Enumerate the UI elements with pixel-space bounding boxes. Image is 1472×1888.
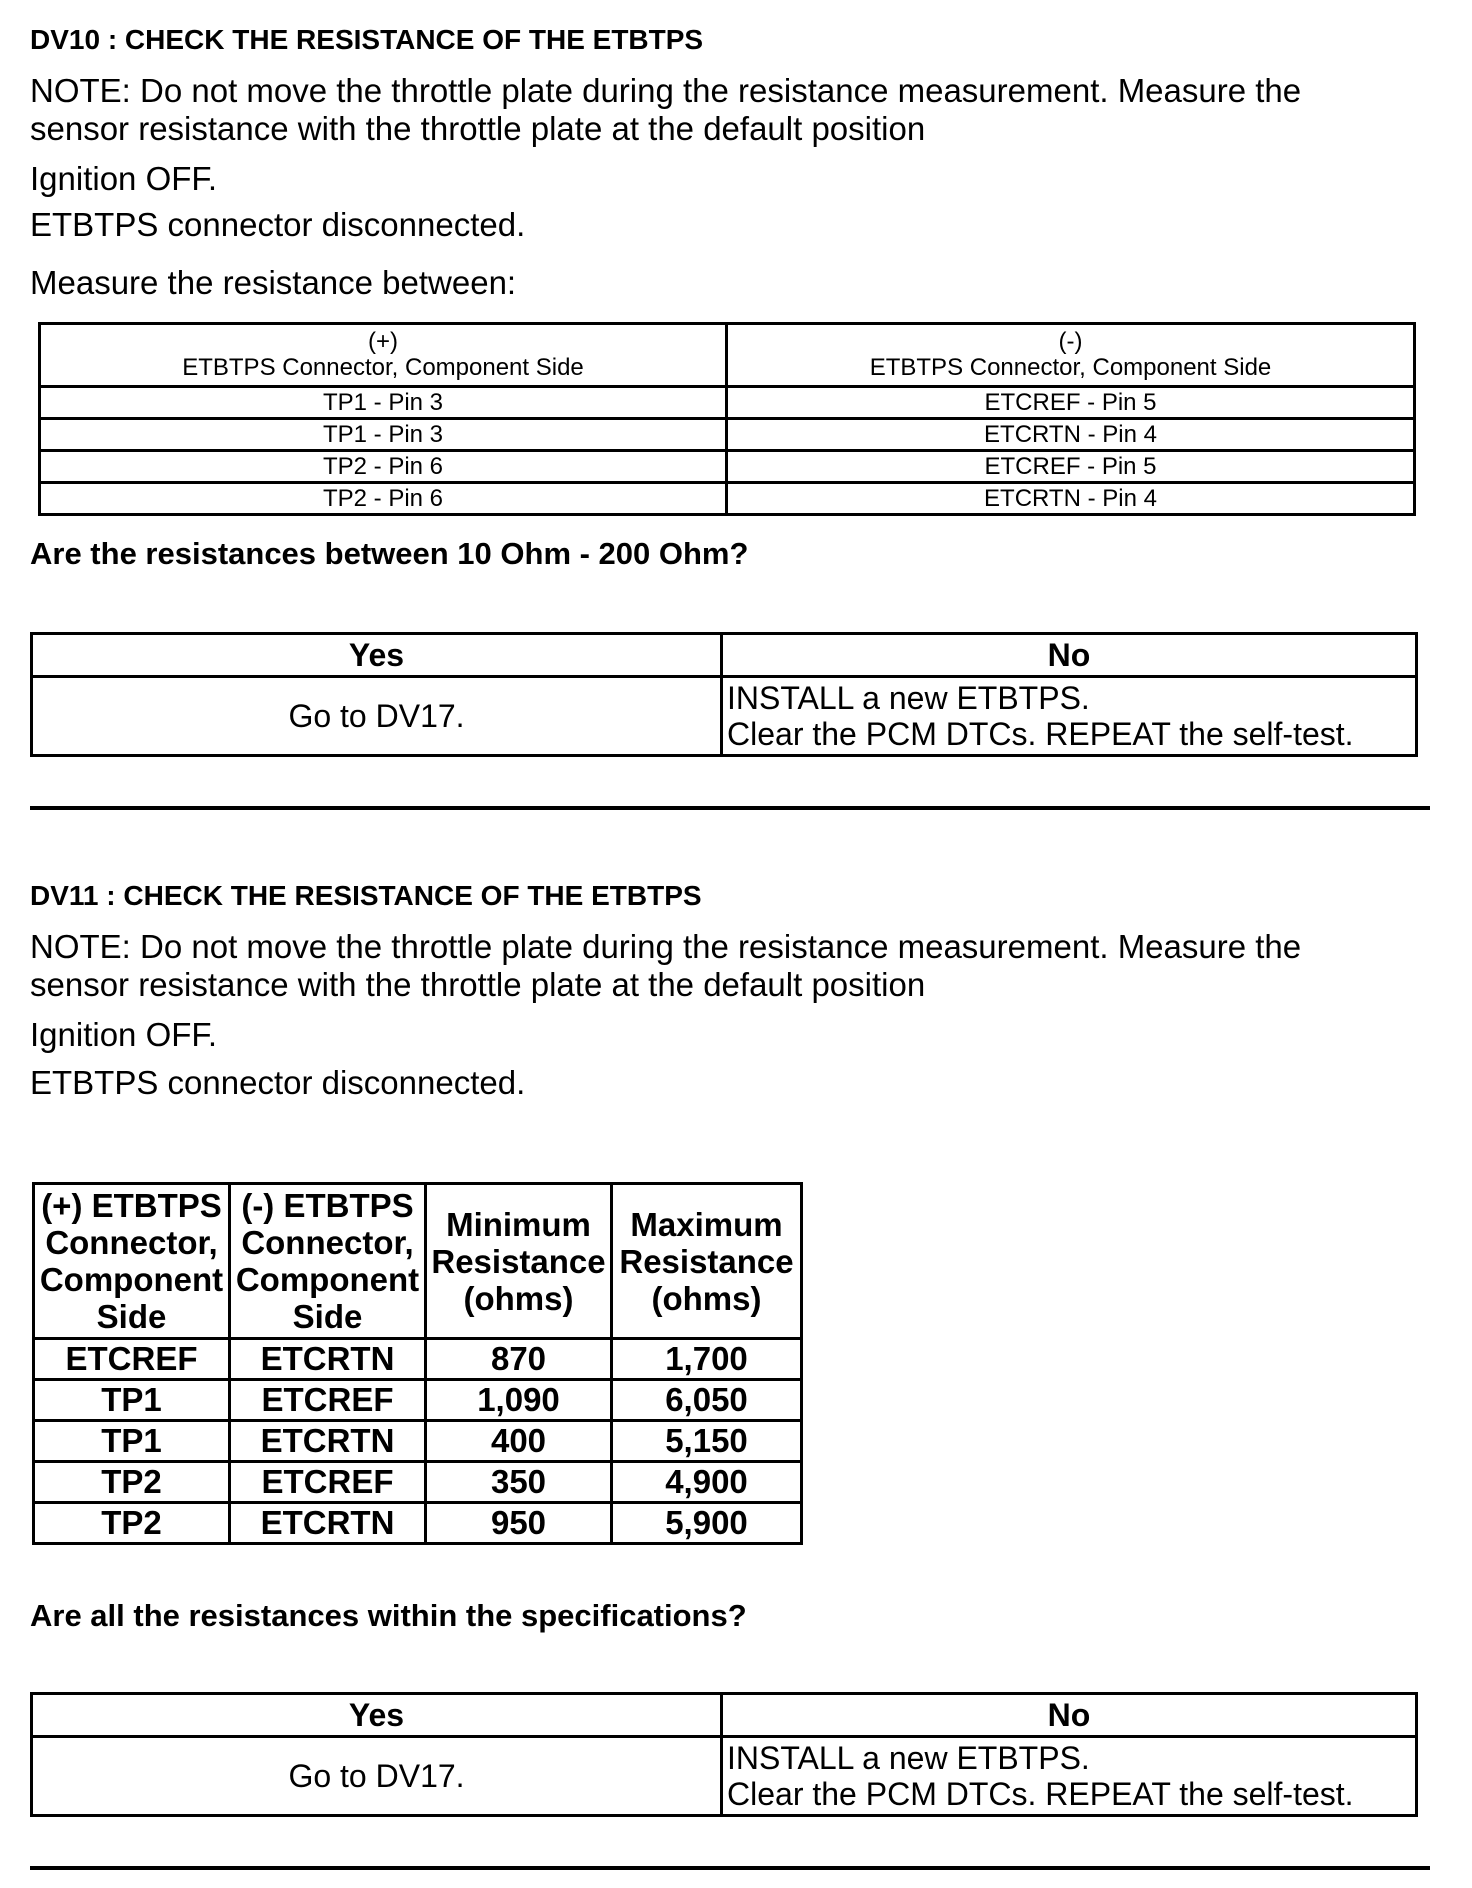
yes-header: Yes: [32, 1694, 722, 1737]
plus-connector-cell: TP2: [34, 1503, 230, 1544]
plus-connector-header: [40, 324, 727, 387]
header-line: Maximum: [630, 1205, 783, 1243]
maximum-value-cell: 1,700: [612, 1339, 802, 1380]
minus-connector-cell: ETCRTN: [230, 1339, 426, 1380]
header-line: Connector,: [241, 1224, 414, 1261]
maximum-resistance-header: [612, 1184, 802, 1339]
plus-connector-cell: TP2: [34, 1462, 230, 1503]
minimum-value-cell: 1,090: [426, 1380, 612, 1421]
table-row: [34, 1503, 802, 1544]
dv10-heading: DV10 : CHECK THE RESISTANCE OF THE ETBTPS: [30, 24, 704, 55]
no-action: [722, 677, 1417, 756]
no-action-line2: Clear the PCM DTCs. REPEAT the self-test.: [727, 716, 1354, 752]
dv10-step-ignition: Ignition OFF.: [30, 160, 218, 197]
minus-connector-header: [230, 1184, 426, 1339]
table-row: [34, 1339, 802, 1380]
yes-action: Go to DV17.: [32, 1737, 722, 1816]
yes-header: Yes: [32, 634, 722, 677]
table-row: [34, 1421, 802, 1462]
section-divider: [30, 806, 1430, 810]
minus-connector-cell: ETCRTN: [230, 1503, 426, 1544]
no-action-line2: Clear the PCM DTCs. REPEAT the self-test.: [727, 1776, 1354, 1812]
section-divider: [30, 1866, 1430, 1870]
minus-connector-cell: ETCREF: [230, 1380, 426, 1421]
minus-connector-header: [727, 324, 1415, 387]
plus-pin-cell: TP2 - Pin 6: [40, 483, 727, 515]
dv11-question: Are all the resistances within the specifications?: [30, 1598, 747, 1633]
dv11-note-line1: NOTE: Do not move the throttle plate during the resistance measurement. Measure the: [30, 928, 1302, 965]
dv11-note-line2: sensor resistance with the throttle plate at the default position: [30, 966, 926, 1003]
maximum-value-cell: 6,050: [612, 1380, 802, 1421]
no-header: No: [722, 634, 1417, 677]
plus-sign: (+): [368, 328, 398, 355]
dv11-heading: DV11 : CHECK THE RESISTANCE OF THE ETBTPS: [30, 880, 702, 911]
minus-pin-cell: ETCREF - Pin 5: [727, 451, 1415, 483]
table-row: [34, 1462, 802, 1503]
header-line: Component: [235, 1261, 420, 1298]
header-line: (ohms): [651, 1279, 762, 1317]
minimum-value-cell: 350: [426, 1462, 612, 1503]
dv11-step-ignition: Ignition OFF.: [30, 1016, 218, 1053]
header-line: Component: [39, 1261, 224, 1298]
header-line: Resistance: [431, 1242, 606, 1280]
dv10-note-line1: NOTE: Do not move the throttle plate during the resistance measurement. Measure the: [30, 72, 1302, 109]
plus-pin-cell: TP2 - Pin 6: [40, 451, 727, 483]
minimum-value-cell: 400: [426, 1421, 612, 1462]
minus-pin-cell: ETCREF - Pin 5: [727, 387, 1415, 419]
header-line: (+) ETBTPS: [41, 1187, 222, 1224]
decision-action-row: [32, 677, 1417, 756]
header-line: Side: [292, 1298, 363, 1335]
plus-connector-header: [34, 1184, 230, 1339]
yes-action: Go to DV17.: [32, 677, 722, 756]
minimum-resistance-header: [426, 1184, 612, 1339]
dv10-step-connector: ETBTPS connector disconnected.: [30, 206, 526, 243]
plus-connector-cell: TP1: [34, 1421, 230, 1462]
dv10-note-line2: sensor resistance with the throttle plate at the default position: [30, 110, 926, 147]
table-row: [34, 1380, 802, 1421]
no-header: No: [722, 1694, 1417, 1737]
header-line: Connector,: [45, 1224, 218, 1261]
header-line: Minimum: [446, 1205, 591, 1243]
spec-header-row: [34, 1184, 802, 1339]
maximum-value-cell: 5,150: [612, 1421, 802, 1462]
minus-connector-title: ETBTPS Connector, Component Side: [869, 354, 1272, 381]
decision-action-row: [32, 1737, 1417, 1816]
header-line: (-) ETBTPS: [241, 1187, 414, 1224]
header-line: Resistance: [619, 1242, 794, 1280]
table-header-row: [40, 324, 1415, 387]
maximum-value-cell: 4,900: [612, 1462, 802, 1503]
table-row: [40, 419, 1415, 451]
no-action: [722, 1737, 1417, 1816]
minimum-value-cell: 950: [426, 1503, 612, 1544]
plus-pin-cell: TP1 - Pin 3: [40, 419, 727, 451]
minus-pin-cell: ETCRTN - Pin 4: [727, 483, 1415, 515]
table-row: [40, 387, 1415, 419]
table-row: [40, 451, 1415, 483]
plus-pin-cell: TP1 - Pin 3: [40, 387, 727, 419]
maximum-value-cell: 5,900: [612, 1503, 802, 1544]
dv10-decision-table: [30, 632, 1418, 757]
header-line: Side: [96, 1298, 167, 1335]
minus-connector-cell: ETCRTN: [230, 1421, 426, 1462]
plus-connector-title: ETBTPS Connector, Component Side: [182, 354, 584, 381]
plus-connector-cell: ETCREF: [34, 1339, 230, 1380]
plus-connector-cell: TP1: [34, 1380, 230, 1421]
dv10-step-measure: Measure the resistance between:: [30, 264, 517, 301]
minimum-value-cell: 870: [426, 1339, 612, 1380]
no-action-line1: INSTALL a new ETBTPS.: [727, 680, 1090, 716]
dv10-pin-table: [38, 322, 1416, 516]
dv11-spec-table: [32, 1182, 803, 1545]
minus-sign: (-): [1058, 328, 1083, 355]
dv11-step-connector: ETBTPS connector disconnected.: [30, 1064, 526, 1101]
dv11-decision-table: [30, 1692, 1418, 1817]
minus-pin-cell: ETCRTN - Pin 4: [727, 419, 1415, 451]
minus-connector-cell: ETCREF: [230, 1462, 426, 1503]
table-row: [40, 483, 1415, 515]
no-action-line1: INSTALL a new ETBTPS.: [727, 1740, 1090, 1776]
decision-header-row: [32, 1694, 1417, 1737]
header-line: (ohms): [463, 1279, 574, 1317]
dv10-question: Are the resistances between 10 Ohm - 200 Ohm?: [30, 536, 749, 571]
decision-header-row: [32, 634, 1417, 677]
